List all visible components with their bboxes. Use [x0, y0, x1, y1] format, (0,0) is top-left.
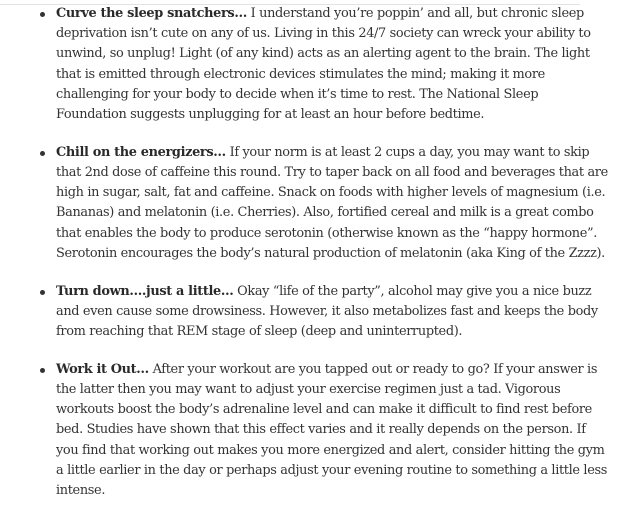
tip-body: If your norm is at least 2 cups a day, you may want to skip that 2nd dose of caffeine this round. Try to taper back on all food and beverages that are high in sugar, salt, fat and caffeine. Snack on foods with higher levels of magnesium (i.e. Bananas) and melatonin (i.e. Cherries). Also, fortified cereal and milk is a great combo that enables the body to produce serotonin (otherwise known as the “happy hormone”. Serotonin encourages the body’s natural production of melatonin (aka King of the Zzzz). [56, 144, 608, 261]
bullet-icon [40, 290, 45, 295]
tip-heading: Work it Out… [56, 361, 149, 377]
list-item-chill-energizers [0, 143, 620, 264]
list-item-curve-sleep-snatchers [0, 4, 620, 125]
list-item-turn-down [0, 282, 620, 343]
bullet-icon [40, 12, 45, 17]
tips-list [0, 4, 620, 501]
tip-heading: Curve the sleep snatchers… [56, 6, 247, 21]
tip-heading: Chill on the energizers… [56, 144, 226, 160]
tip-body: I understand you’re poppin’ and all, but chronic sleep deprivation isn’t cute on any of us. Living in this 24/7 society can wreck your ability to unwind, so unplug! Light (of any kind) acts as an alerting agent to the brain. The light that is emitted through electronic devices stimulates the mind; making it more challenging for your body to decide when it’s time to rest. The National Sleep Foundation suggests unplugging for at least an hour before bedtime. [56, 6, 591, 123]
list-item-work-it-out [0, 360, 620, 501]
tip-heading: Turn down….just a little… [56, 283, 234, 299]
tip-body: After your workout are you tapped out or ready to go? If your answer is the latter then you may want to adjust your exercise regimen just a tad. Vigorous workouts boost the body’s adrenaline level and can make it difficult to find rest before bed. Studies have shown that this effect varies and it really depends on the person. If you find that working out makes you more energized and alert, consider hitting the gym a little earlier in the day or perhaps adjust your evening routine to something a little less intense. [56, 361, 608, 499]
bullet-icon [40, 368, 45, 373]
bullet-icon [40, 151, 45, 156]
tip-body: Okay “life of the party”, alcohol may give you a nice buzz and even cause some drowsiness. However, it also metabolizes fast and keeps the body from reaching that REM stage of sleep (deep and uninterrupted). [56, 283, 598, 340]
